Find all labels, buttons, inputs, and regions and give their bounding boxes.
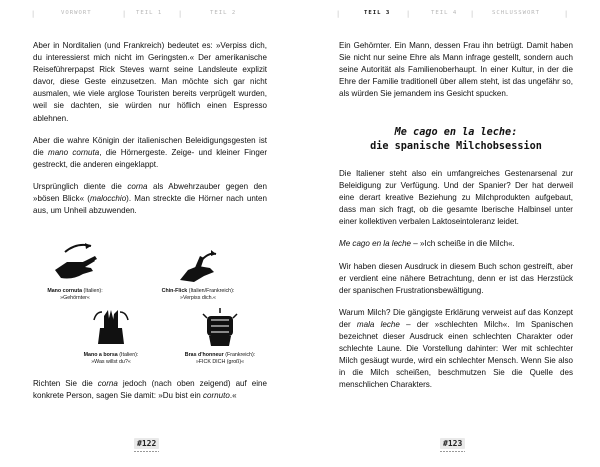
paragraph: Richten Sie die corna jedoch (nach oben zeigend) auf eine konkrete Person, sagen Sie damit: »Du bist ein cornuto.« xyxy=(33,379,267,401)
purse-hand-icon xyxy=(86,306,136,350)
right-body-text-main xyxy=(339,168,573,402)
heading-line: die spanische Milchobsession xyxy=(370,141,542,152)
page-number: #122 xyxy=(134,438,159,449)
paragraph: Me cago en la leche – »Ich scheiße in die Milch«. xyxy=(339,239,515,249)
nav-item-teil-3[interactable]: TEIL 3 xyxy=(364,10,391,16)
nav-separator: | xyxy=(336,10,342,18)
nav-item-teil-4[interactable]: TEIL 4 xyxy=(431,10,458,16)
nav-separator: | xyxy=(470,10,476,18)
paragraph: Die Italiener steht also ein umfangreiches Gestenarsenal zur Beleidigung zur Verfügung. Und der Spanier? Der hat derweil eine derart kreative Beziehung zu Milchprodukten aufgebaut, dass man sich fragt, ob die gesamte Iberische Halbinsel unter einer kollektiven verbalen Laktoseintoleranz leidet. xyxy=(339,169,573,227)
heading-line: Me cago en la leche: xyxy=(394,127,518,138)
left-body-text xyxy=(33,40,267,227)
nav-separator: | xyxy=(178,10,184,18)
nav-separator: | xyxy=(406,10,412,18)
nav-separator: | xyxy=(31,10,37,18)
section-heading xyxy=(339,126,573,154)
paragraph: Aber die wahre Königin der italienischen Beleidigungsgesten ist die mano cornuta, die Hörnergeste. Zeige- und kleiner Finger gestreckt, die anderen eingeklappt. xyxy=(33,135,267,169)
page-number: #123 xyxy=(440,438,465,449)
nav-item-teil-1[interactable]: TEIL 1 xyxy=(136,10,163,16)
right-body-text xyxy=(339,40,573,110)
paragraph: Warum Milch? Die gängigste Erklärung verweist auf das Konzept der mala leche – der »schlechten Milch«. Im Spanischen bezeichnet dieser Ausdruck einen schlechten Charakter oder schlechte Laune. Die Vorstellung dahinter: Wer mit schlechter Milch gesäugt wurde, wird ein schlechter Mensch. Wenn Sie also in die Milch scheißen, beschmutzen Sie die Quelle des menschlichen Charakters. xyxy=(339,307,573,390)
gesture-mano-a-borsa: Mano a borsa (Italien): »Was willst du?« xyxy=(71,306,151,366)
horns-hand-icon xyxy=(47,240,103,286)
nav-item-schlusswort[interactable]: SCHLUSSWORT xyxy=(492,10,541,16)
gesture-mano-cornuta: Mano cornuta (Italien): »Gehörnter« xyxy=(35,240,115,302)
fist-icon xyxy=(197,306,243,350)
left-body-text-bottom xyxy=(33,378,267,412)
paragraph: Ursprünglich diente die corna als Abwehrzauber gegen den »bösen Blick« (malocchio). Man streckte die Hörner nach unten aus, um Unheil abzuwenden. xyxy=(33,181,267,216)
paragraph: Wir haben diesen Ausdruck in diesem Buch schon gestreift, aber er verdient eine nähere Betrachtung, denn er ist das Herzstück der spanischen Frustrationsbewältigung. xyxy=(339,261,573,295)
chin-flick-icon xyxy=(170,240,226,286)
gesture-bras-dhonneur: Bras d'honneur (Frankreich): »FICK DICH (groß)« xyxy=(173,306,267,366)
paragraph: Ein Gehörnter. Ein Mann, dessen Frau ihn betrügt. Damit haben Sie nicht nur seine Ehre als Mann infrage gestellt, sondern auch seine Autorität als Familienoberhaupt. In einer Kultur, in der die Ehre der Familie traditionell über allem steht, ist das ungefähr so, als würden Sie jemandem ins Gesicht spucken. xyxy=(339,41,573,99)
nav-separator: | xyxy=(564,10,570,18)
paragraph: Aber in Norditalien (und Frankreich) bedeutet es: »Verpiss dich, du interessierst mich nicht im Geringsten.« Der amerikanische Reiseführerpapst Rick Steves warnt seine Landsleute explizit davor, diese Geste einzusetzen. Man möchte sich gar nicht ausmalen, wie viele arglose Touristen bereits verprügelt wurden, weil sie dachten, sie würden nur höflich einen Espresso ablehnen. xyxy=(33,41,267,123)
nav-separator: | xyxy=(122,10,128,18)
nav-item-teil-2[interactable]: TEIL 2 xyxy=(210,10,237,16)
nav-item-vorwort[interactable]: VORWORT xyxy=(61,10,92,16)
gesture-chin-flick: Chin-Flick (Italien/Frankreich): »Verpiss dich.« xyxy=(153,240,243,302)
gesture-illustrations xyxy=(33,240,267,370)
